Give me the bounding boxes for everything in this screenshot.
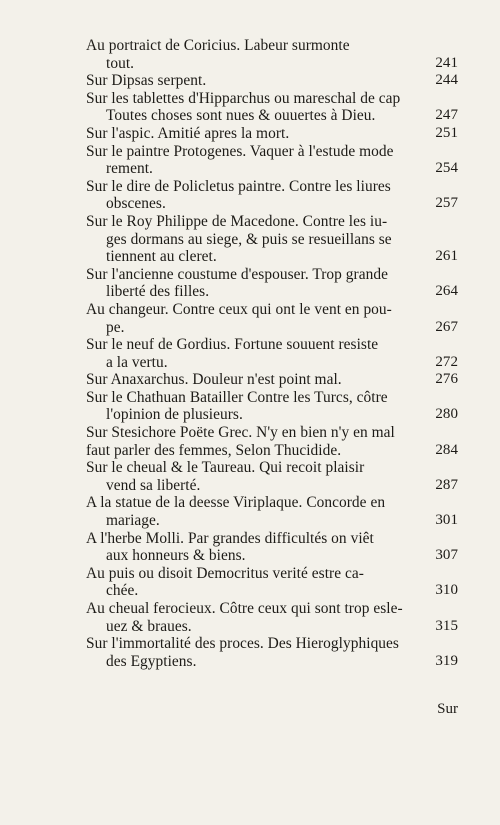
entry-line: Sur Anaxarchus. Douleur n'est point mal. bbox=[86, 371, 342, 389]
index-entry bbox=[86, 37, 458, 72]
index-entry bbox=[86, 72, 458, 90]
entry-line: Sur les tablettes d'Hipparchus ou mareschal de cap bbox=[86, 89, 401, 107]
entry-line: Au portraict de Coricius. Labeur surmonte bbox=[86, 37, 350, 54]
index-entry bbox=[86, 178, 458, 213]
entry-line: Sur le Roy Philippe de Macedone. Contre les iu- bbox=[86, 212, 388, 230]
page-number: 257 bbox=[435, 195, 458, 212]
entry-line: l'opinion de plusieurs. bbox=[106, 406, 243, 424]
index-entry bbox=[86, 301, 458, 336]
index-entry bbox=[86, 635, 458, 670]
page-number: 272 bbox=[435, 353, 458, 370]
table-of-contents bbox=[86, 37, 458, 670]
entry-line: Sur le Chathuan Batailler Contre les Turcs, côtre bbox=[86, 388, 388, 406]
index-entry bbox=[86, 266, 458, 301]
page-number: 267 bbox=[435, 318, 458, 335]
entry-line: Sur Dipsas serpent. bbox=[86, 72, 207, 90]
index-entry bbox=[86, 565, 458, 600]
entry-line: Sur le cheual & le Taureau. Qui recoit plaisir bbox=[86, 459, 365, 477]
index-entry bbox=[86, 336, 458, 371]
entry-line: Sur l'immortalité des proces. Des Hieroglyphiques bbox=[86, 635, 399, 653]
page-number: 254 bbox=[435, 160, 458, 177]
entry-line: faut parler des femmes, Selon Thucidide. bbox=[86, 441, 342, 459]
entry-line: Sur le paintre Protogenes. Vaquer à l'estude mode bbox=[86, 142, 394, 160]
entry-line: A la statue de la deesse Viriplaque. Concorde en bbox=[86, 494, 386, 512]
entry-line: pe. bbox=[106, 318, 125, 336]
index-entry bbox=[86, 494, 458, 529]
index-entry bbox=[86, 600, 458, 635]
entry-line: Sur le dire de Policletus paintre. Contre les liures bbox=[86, 177, 391, 195]
entry-line: Toutes choses sont nues & ouuertes à Dieu. bbox=[106, 107, 376, 125]
entry-line: Au puis ou disoit Democritus verité estre ca- bbox=[86, 564, 364, 582]
entry-line: Sur le neuf de Gordius. Fortune souuent resiste bbox=[86, 336, 379, 354]
index-entry bbox=[86, 459, 458, 494]
entry-line: des Egyptiens. bbox=[106, 652, 197, 670]
page-number: 276 bbox=[435, 371, 458, 388]
page-number: 315 bbox=[435, 617, 458, 634]
page-number: 241 bbox=[435, 54, 458, 71]
page-number: 319 bbox=[435, 652, 458, 669]
entry-line: Sur Stesichore Poëte Grec. N'y en bien n'y en mal bbox=[86, 424, 395, 442]
index-entry bbox=[86, 530, 458, 565]
entry-line: Au changeur. Contre ceux qui ont le vent en pou- bbox=[86, 300, 392, 318]
catchword: Sur bbox=[437, 701, 458, 717]
entry-line: vend sa liberté. bbox=[106, 476, 201, 494]
page-number: 307 bbox=[435, 547, 458, 564]
entry-line: tiennent au cleret. bbox=[106, 248, 217, 266]
index-entry bbox=[86, 143, 458, 178]
index-entry bbox=[86, 125, 458, 143]
entry-line: uez & braues. bbox=[106, 617, 192, 635]
page-number: 264 bbox=[435, 283, 458, 300]
entry-line: chée. bbox=[106, 582, 139, 600]
page-number: 247 bbox=[435, 107, 458, 124]
page-number: 287 bbox=[435, 476, 458, 493]
entry-line: A l'herbe Molli. Par grandes difficultés on viêt bbox=[86, 529, 374, 547]
index-entry bbox=[86, 90, 458, 125]
page-number: 301 bbox=[435, 512, 458, 529]
entry-line: ges dormans au siege, & puis se resueillans se bbox=[106, 230, 392, 248]
entry-line: Sur l'aspic. Amitié apres la mort. bbox=[86, 124, 290, 142]
page-number: 280 bbox=[435, 406, 458, 423]
entry-line: a la vertu. bbox=[106, 353, 168, 371]
entry-line: liberté des filles. bbox=[106, 283, 210, 301]
entry-line: mariage. bbox=[106, 512, 160, 530]
entry-line: tout. bbox=[106, 54, 135, 72]
page-number: 310 bbox=[435, 582, 458, 599]
entry-line: obscenes. bbox=[106, 195, 166, 213]
page-number: 244 bbox=[435, 72, 458, 89]
index-entry bbox=[86, 424, 458, 459]
entry-line: rement. bbox=[106, 160, 153, 178]
page-number: 251 bbox=[435, 124, 458, 141]
page-number: 261 bbox=[435, 248, 458, 265]
entry-line: Sur l'ancienne coustume d'espouser. Trop grande bbox=[86, 265, 388, 283]
entry-line: Au cheual ferocieux. Côtre ceux qui sont trop esle- bbox=[86, 600, 403, 617]
index-entry bbox=[86, 213, 458, 266]
index-entry bbox=[86, 371, 458, 389]
index-entry bbox=[86, 389, 458, 424]
entry-line: aux honneurs & biens. bbox=[106, 547, 246, 565]
page-number: 284 bbox=[435, 441, 458, 458]
